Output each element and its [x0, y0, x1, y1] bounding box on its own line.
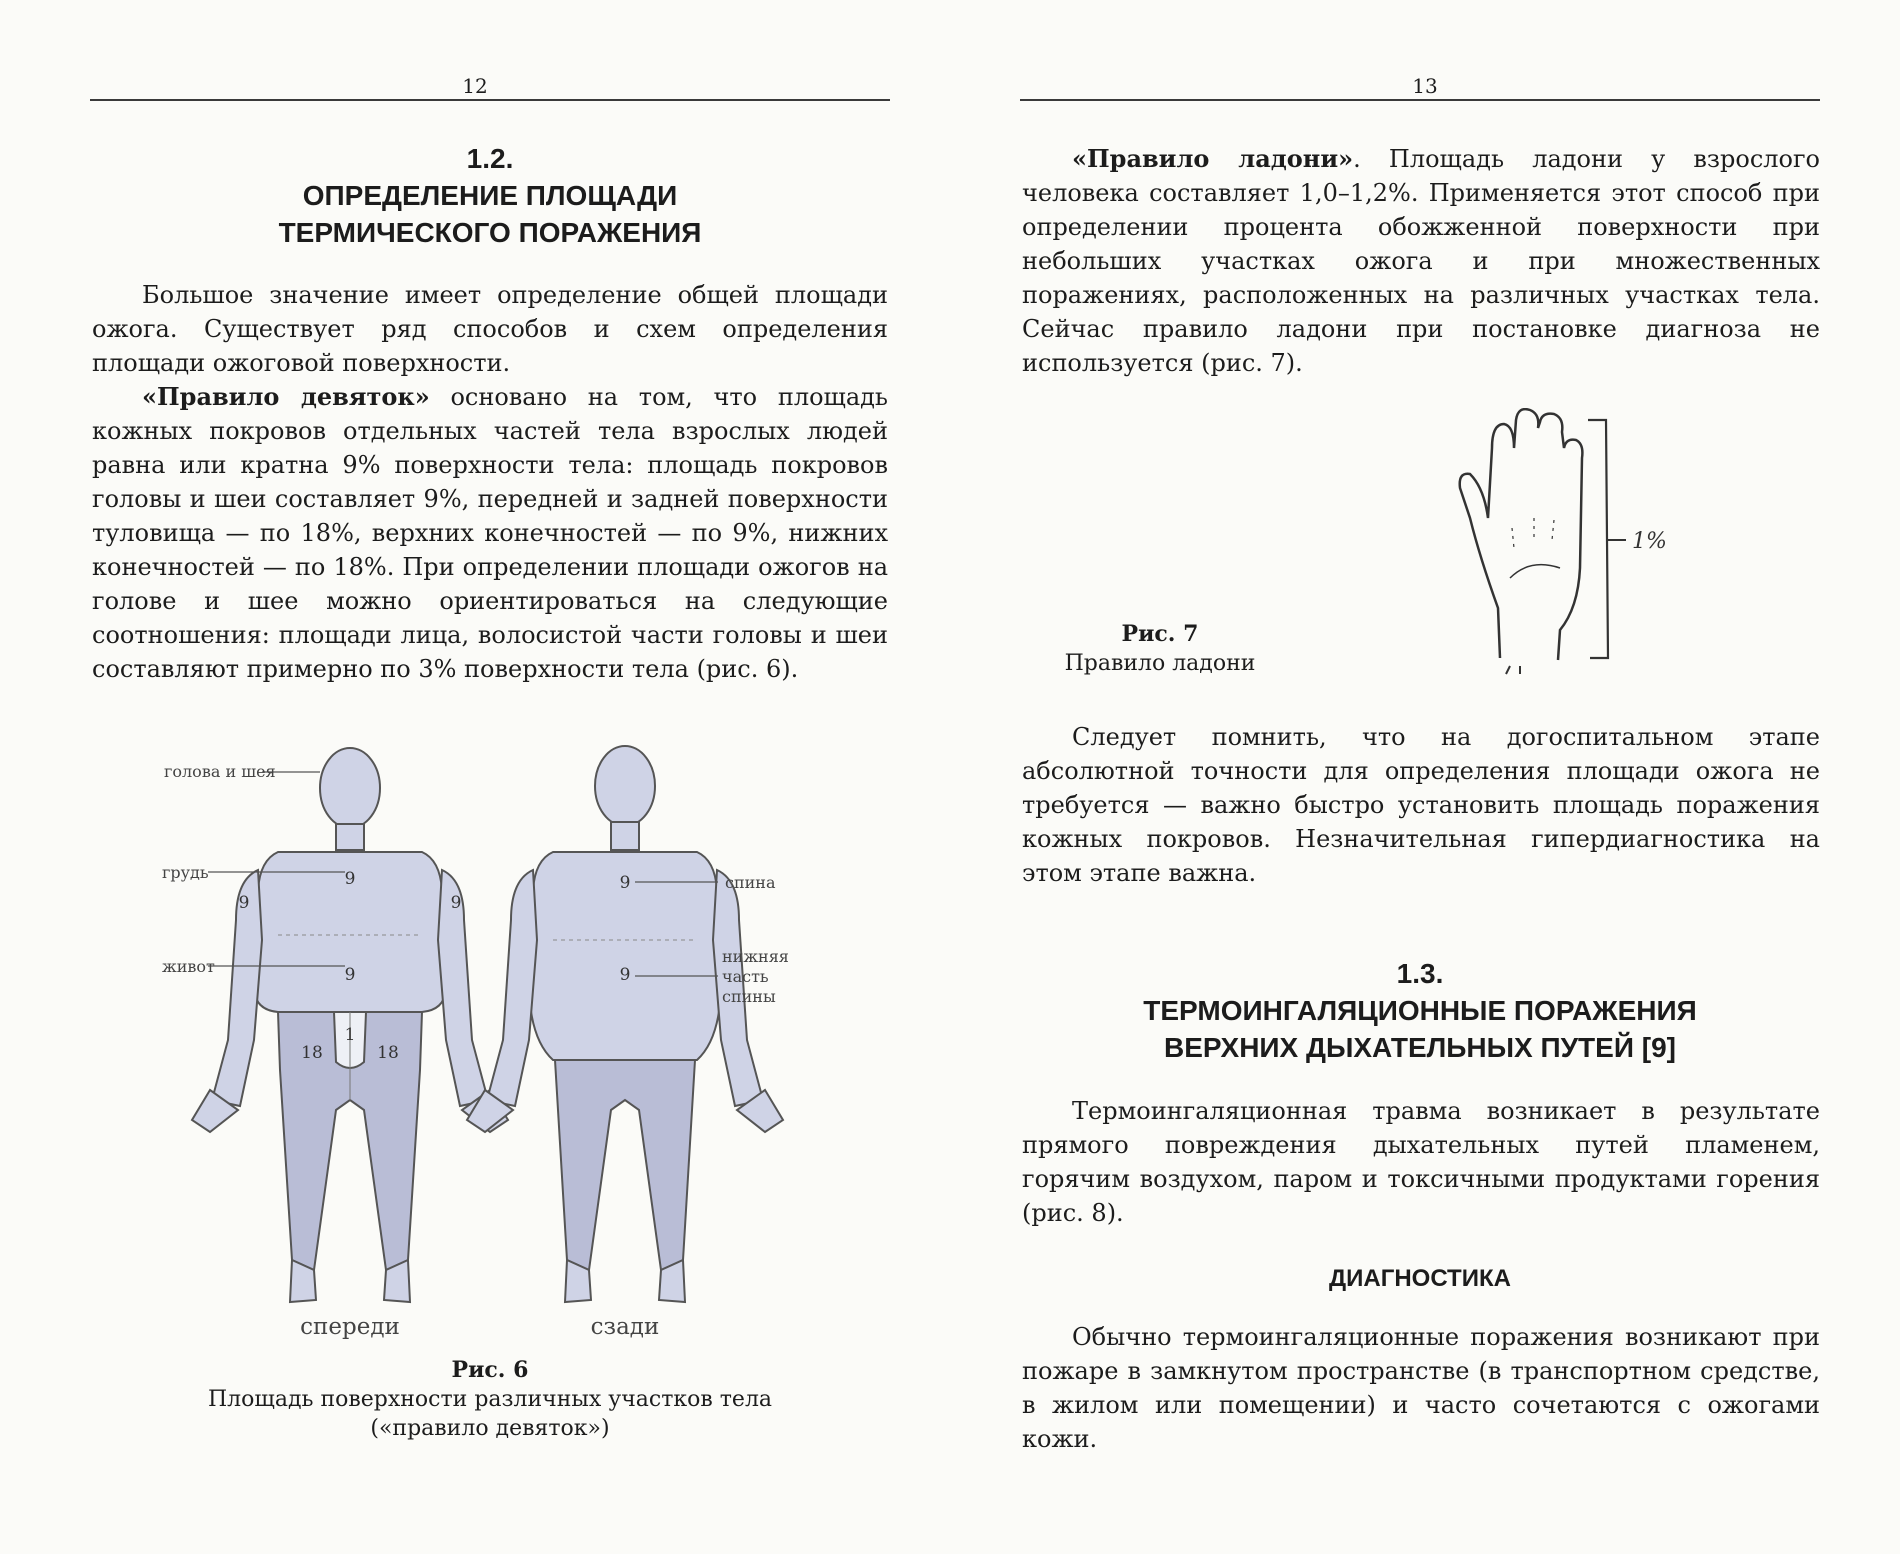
section-number: 1.2. — [466, 143, 514, 174]
value-belly: 9 — [344, 965, 356, 985]
measure-bracket — [1588, 420, 1608, 658]
arm-left-front — [212, 870, 262, 1106]
label-chest: грудь — [162, 863, 209, 882]
figure-palm-rule — [1430, 408, 1750, 678]
right-page — [950, 0, 1900, 1554]
figure-6-caption — [150, 1356, 830, 1443]
label-belly: живот — [162, 957, 215, 976]
label-front: спереди — [300, 1314, 400, 1340]
paragraph: Термоингаляционная травма возникает в результате прямого повреждения дыхательных путей пламенем, горячим воздухом, паром и токсичными продуктами горения (рис. 8). — [1022, 1097, 1820, 1227]
paragraph-text: основано на том, что площадь кожных покровов отдельных частей тела взрослых людей равна или кратна 9% поверхности тела: площадь покровов головы и шеи составляет 9%, передней и задней поверхности туловища — по 18%, верхних конечностей — по 9%, нижних конечностей — по 18%. При определении площади ожогов на голове и шее можно ориентироваться на следующие соотношения: площади лица, волосистой части головы и шеи составляют примерно по 3% поверхности тела (рис. 6). — [92, 383, 889, 683]
term-nines: «Правило девяток» — [142, 382, 430, 411]
hand-outline — [1460, 409, 1583, 660]
label-head-neck: голова и шея — [164, 762, 276, 781]
label-lower-back-2: часть — [722, 967, 769, 986]
paragraph-text: . Площадь ладони у взрослого человека составляет 1,0–1,2%. Применяется этот способ при определении процента обожженной поверхности при небольших участках ожога и при множественных поражениях, расположенных на различных участках тела. Сейчас правило ладони при постановке диагноза не используется (рис. 7). — [1022, 145, 1820, 377]
arm-right-front — [438, 870, 488, 1106]
term-palm: «Правило ладони» — [1072, 144, 1354, 173]
value-leg-left: 18 — [301, 1043, 323, 1063]
label-rear: сзади — [590, 1314, 660, 1340]
paragraph-palm — [1022, 142, 1820, 380]
body-back-figure — [467, 746, 783, 1302]
paragraph-nines — [92, 380, 888, 686]
label-one-percent: 1% — [1632, 529, 1667, 554]
value-leg-right: 18 — [377, 1043, 399, 1063]
section-number: 1.3. — [1396, 958, 1444, 989]
neck-front — [336, 824, 364, 850]
head-front — [320, 748, 380, 828]
label-back: спина — [725, 873, 776, 892]
figure-7-number: Рис. 7 — [1121, 621, 1199, 647]
section-heading — [90, 140, 890, 251]
label-lower-back-1: нижняя — [722, 947, 789, 966]
page-number: 13 — [1412, 74, 1438, 98]
section-title-line1: ТЕРМОИНГАЛЯЦИОННЫЕ ПОРАЖЕНИЯ — [1143, 995, 1697, 1026]
figure-7-caption — [1030, 620, 1290, 678]
figure-6-caption-line1: Площадь поверхности различных участков тела — [207, 1387, 773, 1412]
label-lower-back-3: спины — [722, 987, 776, 1006]
header-rule — [90, 99, 890, 101]
paragraph: Большое значение имеет определение общей площади ожога. Существует ряд способов и схем определения площади ожоговой поверхности. — [92, 281, 888, 377]
value-back-lower: 9 — [619, 965, 631, 985]
header-rule — [1020, 99, 1820, 101]
section-heading — [1020, 955, 1820, 1066]
head-back — [595, 746, 655, 826]
section-title-line2: ТЕРМИЧЕСКОГО ПОРАЖЕНИЯ — [278, 217, 702, 248]
legs-back — [555, 1060, 695, 1270]
figure-7-caption-text: Правило ладони — [1064, 651, 1256, 676]
value-arm-left: 9 — [238, 893, 250, 913]
paragraph: Следует помнить, что на догоспитальном этапе абсолютной точности для определения площади ожога не требуется — важно быстро установить площадь поражения кожных покровов. Незначительная гипердиагностика на этом этапе важна. — [1022, 723, 1820, 887]
figure-6-caption-line2: («правило девяток») — [370, 1416, 610, 1441]
value-groin: 1 — [344, 1025, 356, 1045]
section-title-line2: ВЕРХНИХ ДЫХАТЕЛЬНЫХ ПУТЕЙ [9] — [1164, 1032, 1676, 1063]
section-title-line1: ОПРЕДЕЛЕНИЕ ПЛОЩАДИ — [302, 180, 678, 211]
value-chest: 9 — [344, 869, 356, 889]
subheading-diagnostics: ДИАГНОСТИКА — [1329, 1265, 1511, 1292]
paragraph: Обычно термоингаляционные поражения возникают при пожаре в замкнутом пространстве (в транспортном средстве, в жилом или помещении) и часто сочетаются с ожогами кожи. — [1022, 1323, 1820, 1453]
value-back-upper: 9 — [619, 873, 631, 893]
neck-back — [611, 822, 639, 850]
page-number: 12 — [462, 74, 488, 98]
figure-6-number: Рис. 6 — [451, 1357, 529, 1383]
arm-left-back — [487, 870, 537, 1106]
figure-rule-of-nines — [150, 740, 830, 1350]
value-arm-right: 9 — [450, 893, 462, 913]
